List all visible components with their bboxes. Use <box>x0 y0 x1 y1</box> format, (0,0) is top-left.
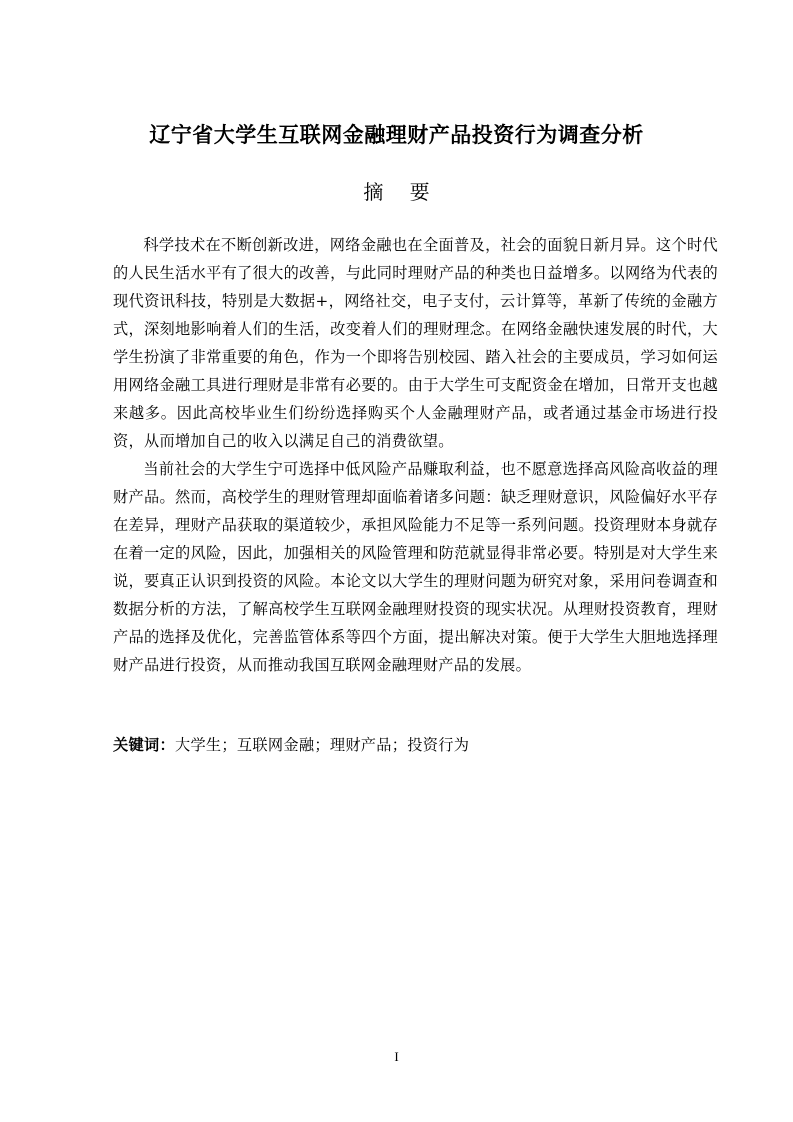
abstract-paragraph-2: 当前社会的大学生宁可选择中低风险产品赚取利益，也不愿意选择高风险高收益的理财产品。然而，高校学生的理财管理却面临着诸多问题：缺乏理财意识，风险偏好水平存在差异，理财产品获取的渠道较少，承担风险能力不足等一系列问题。投资理财本身就存在着一定的风险，因此，加强相关的风险管理和防范就显得非常必要。特别是对大学生来说，要真正认识到投资的风险。本论文以大学生的理财问题为研究对象，采用问卷调查和数据分析的方法，了解高校学生互联网金融理财投资的现实状况。从理财投资教育，理财产品的选择及优化，完善监管体系等四个方面，提出解决对策。便于大学生大胆地选择理财产品进行投资，从而推动我国互联网金融理财产品的发展。 <box>113 460 718 674</box>
keywords-line <box>113 733 718 757</box>
abstract-paragraph-1: 科学技术在不断创新改进，网络金融也在全面普及，社会的面貌日新月异。这个时代的人民生活水平有了很大的改善，与此同时理财产品的种类也日益增多。以网络为代表的现代资讯科技，特别是大数据+，网络社交，电子支付，云计算等，革新了传统的金融方式，深刻地影响着人们的生活，改变着人们的理财理念。在网络金融快速发展的时代，大学生扮演了非常重要的角色，作为一个即将告别校园、踏入社会的主要成员，学习如何运用网络金融工具进行理财是非常有必要的。由于大学生可支配资金在增加，日常开支也越来越多。因此高校毕业生们纷纷选择购买个人金融理财产品，或者通过基金市场进行投资，从而增加自己的收入以满足自己的消费欲望。 <box>113 236 718 450</box>
page-title: 辽宁省大学生互联网金融理财产品投资行为调查分析 <box>149 123 644 147</box>
abstract-heading: 摘 要 <box>363 180 440 204</box>
page-number: I <box>394 1049 399 1064</box>
keywords-text: 大学生；互联网金融；理财产品；投资行为 <box>174 736 470 754</box>
abstract-body <box>113 231 718 679</box>
keywords-label: 关键词： <box>113 736 175 754</box>
